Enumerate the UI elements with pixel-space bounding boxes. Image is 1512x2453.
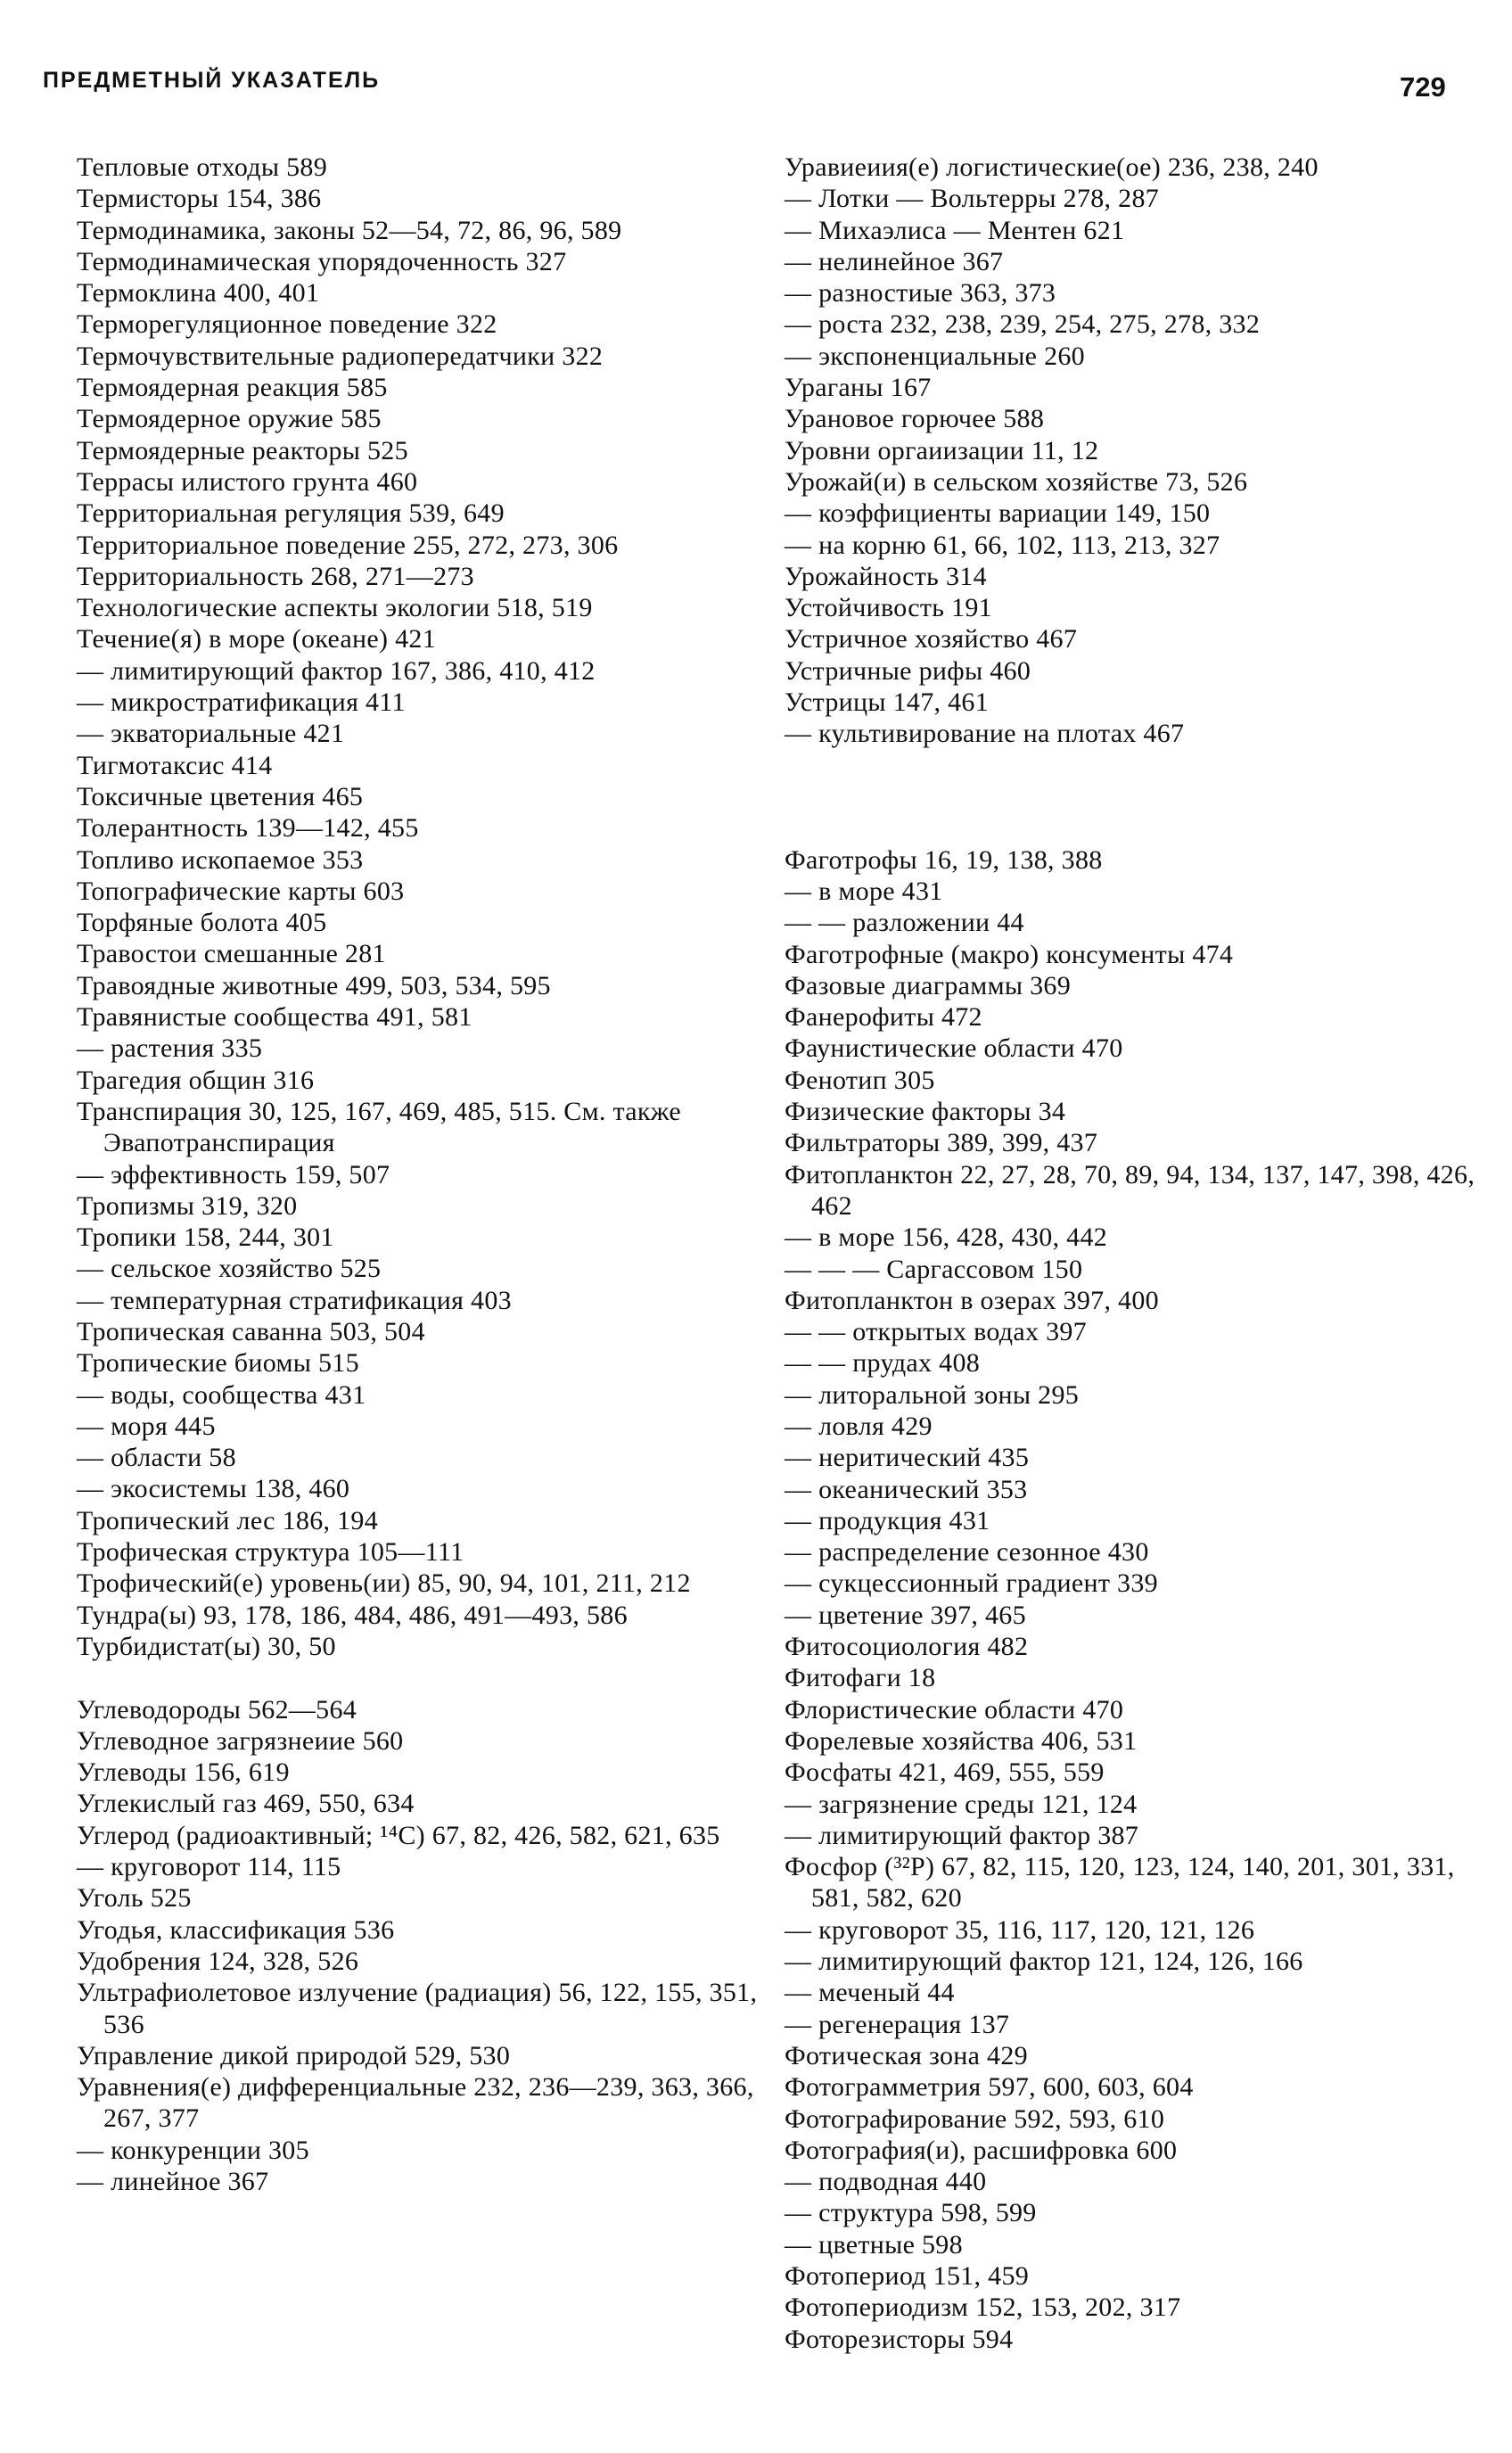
index-entry: Уравиеиия(е) логистические(ое) 236, 238, 240 [785, 152, 1319, 182]
index-entry: — сукцессионный градиент 339 [785, 1568, 1158, 1599]
index-entry: — — разложении 44 [785, 908, 1024, 938]
index-entry: — экосистемы 138, 460 [77, 1474, 350, 1504]
index-entry: Фитопланктон 22, 27, 28, 70, 89, 94, 134, 137, 147, 398, 426, 462 [785, 1159, 1475, 1221]
index-entry: — Лотки — Вольтерры 278, 287 [785, 184, 1160, 214]
index-entry: — продукция 431 [785, 1505, 990, 1535]
index-entry: Термодинамическая упорядоченность 327 [77, 246, 567, 276]
index-entry: — области 58 [77, 1443, 236, 1473]
index-entry: Фотическая зона 429 [785, 2040, 1028, 2070]
index-entry: — океанический 353 [785, 1474, 1028, 1504]
index-column-left [77, 152, 781, 2197]
index-entry: Турбидистат(ы) 30, 50 [77, 1631, 336, 1661]
index-entry: Фаготрофы 16, 19, 138, 388 [785, 844, 1103, 875]
index-entry: — коэффициенты вариации 149, 150 [785, 498, 1211, 529]
index-entry: Травянистые сообщества 491, 581 [77, 1002, 472, 1033]
index-entry: Толерантность 139—142, 455 [77, 813, 419, 844]
index-entry: Термоядерные реакторы 525 [77, 435, 408, 465]
index-entry: — нелинейное 367 [785, 246, 1004, 276]
index-entry: — температурная стратификация 403 [77, 1285, 512, 1315]
index-entry: — круговорот 114, 115 [77, 1852, 341, 1882]
index-entry: Фаунистические области 470 [785, 1033, 1123, 1064]
index-entry: — неритический 435 [785, 1443, 1030, 1473]
index-entry: Трофическая структура 105—111 [77, 1537, 464, 1568]
index-entry: Угодья, классификация 536 [77, 1914, 395, 1945]
index-entry: Фотография(и), расшифровка 600 [785, 2135, 1178, 2165]
index-entry: — распределение сезонное 430 [785, 1537, 1149, 1568]
index-entry: Токсичные цветения 465 [77, 781, 364, 811]
index-entry: — культивирование на плотах 467 [785, 719, 1185, 749]
index-entry: — экспоненциальные 260 [785, 341, 1085, 371]
index-entry: — конкуренции 305 [77, 2135, 309, 2165]
index-entry: Фотограмметрия 597, 600, 603, 604 [785, 2072, 1194, 2103]
index-entry: Тропические биомы 515 [77, 1348, 359, 1379]
index-entry: Трагедия общин 316 [77, 1065, 315, 1095]
index-entry: — — открытых водах 397 [785, 1317, 1087, 1347]
index-entry: — растения 335 [77, 1033, 263, 1064]
index-entry: Трофический(е) уровень(ии) 85, 90, 94, 101, 211, 212 [77, 1568, 691, 1599]
index-entry: — цветение 397, 465 [785, 1600, 1026, 1630]
index-entry: Террасы илистого грунта 460 [77, 466, 418, 497]
index-entry: Фильтраторы 389, 399, 437 [785, 1128, 1098, 1158]
index-entry: — на корню 61, 66, 102, 113, 213, 327 [785, 530, 1220, 560]
index-entry: — структура 598, 599 [785, 2198, 1037, 2228]
index-entry: Термоклина 400, 401 [77, 278, 320, 309]
index-entry: Тигмотаксис 414 [77, 750, 273, 780]
index-entry: Тропическая саванна 503, 504 [77, 1316, 425, 1346]
index-entry: — экваториальные 421 [77, 719, 345, 749]
index-entry: Устричное хозяйство 467 [785, 624, 1078, 654]
index-entry: Ультрафиолетовое излучение (радиация) 56, 122, 155, 351, 536 [77, 1978, 758, 2039]
index-entry: — круговорот 35, 116, 117, 120, 121, 126 [785, 1914, 1255, 1945]
index-entry: Фотографирование 592, 593, 610 [785, 2103, 1165, 2134]
index-column-right [785, 152, 1489, 2355]
index-entry: Углеводороды 562—564 [77, 1694, 357, 1725]
index-entry: — в море 156, 428, 430, 442 [785, 1222, 1108, 1253]
index-entry: — сельское хозяйство 525 [77, 1254, 382, 1284]
index-entry: Тепловые отходы 589 [77, 152, 327, 182]
index-entry: — — — Саргассовом 150 [785, 1254, 1083, 1284]
index-entry: — лимитирующий фактор 167, 386, 410, 412 [77, 655, 596, 686]
index-entry: Топографические карты 603 [77, 876, 405, 906]
index-entry: Фазовые диаграммы 369 [785, 970, 1072, 1000]
index-entry: Фотопериодизм 152, 153, 202, 317 [785, 2292, 1181, 2323]
index-entry: Фосфаты 421, 469, 555, 559 [785, 1757, 1105, 1788]
index-entry: Тропики 158, 244, 301 [77, 1222, 334, 1253]
index-entry: Фенотип 305 [785, 1065, 935, 1095]
index-entry: Устойчивость 191 [785, 593, 992, 623]
index-entry: Углеводы 156, 619 [77, 1757, 290, 1788]
index-entry: Травостои смешанные 281 [77, 939, 386, 969]
index-entry: Территориальное поведение 255, 272, 273, 306 [77, 530, 619, 560]
page-number: 729 [1400, 71, 1446, 103]
index-entry: Торфяные болота 405 [77, 908, 327, 938]
index-entry: Территориальность 268, 271—273 [77, 561, 474, 591]
index-entry: — роста 232, 238, 239, 254, 275, 278, 332 [785, 309, 1261, 340]
section-gap [77, 1662, 781, 1693]
index-entry: Тропизмы 319, 320 [77, 1190, 298, 1221]
index-entry: Углерод (радиоактивный; ¹⁴C) 67, 82, 426, 582, 621, 635 [77, 1820, 720, 1850]
index-entry: Транспирация 30, 125, 167, 469, 485, 515. См. также Эвапотранспирация [77, 1096, 682, 1158]
index-entry: Фитофаги 18 [785, 1663, 936, 1693]
index-entry: — цветные 598 [785, 2229, 963, 2260]
index-entry: — воды, сообщества 431 [77, 1379, 366, 1410]
index-entry: Территориальная регуляция 539, 649 [77, 498, 505, 529]
index-entry: — в море 431 [785, 876, 943, 906]
index-entry: Течение(я) в море (океане) 421 [77, 624, 436, 654]
index-entry: Урановое горючее 588 [785, 404, 1045, 434]
index-entry: — линейное 367 [77, 2167, 269, 2196]
index-entry: Уровни оргаиизации 11, 12 [785, 435, 1099, 465]
index-entry: — лимитирующий фактор 387 [785, 1820, 1139, 1850]
index-entry: Термочувствительные радиопередатчики 322 [77, 341, 604, 371]
index-entry: Устричные рифы 460 [785, 655, 1031, 686]
index-entry: Флористические области 470 [785, 1694, 1124, 1725]
section-gap [785, 750, 1489, 844]
index-entry: Урожай(и) в сельском хозяйстве 73, 526 [785, 466, 1248, 497]
index-entry: Топливо ископаемое 353 [77, 844, 364, 875]
index-entry: Фаготрофные (макро) консументы 474 [785, 939, 1234, 969]
index-entry: — литоральной зоны 295 [785, 1379, 1080, 1410]
index-entry: — лимитирующий фактор 121, 124, 126, 166 [785, 1947, 1303, 1977]
index-entry: — — прудах 408 [785, 1348, 981, 1379]
index-entry: Термодинамика, законы 52—54, 72, 86, 96, 589 [77, 215, 622, 245]
index-entry: Уголь 525 [77, 1883, 192, 1914]
index-entry: Углекислый газ 469, 550, 634 [77, 1789, 415, 1819]
index-entry: Уравнения(е) дифференциальные 232, 236—239, 363, 366, 267, 377 [77, 2072, 754, 2134]
index-entry: Тропический лес 186, 194 [77, 1505, 378, 1535]
index-entry: — микростратификация 411 [77, 687, 406, 718]
index-entry: Углеводное загрязнеиие 560 [77, 1725, 404, 1756]
index-entry: — подводная 440 [785, 2167, 987, 2197]
index-entry: — ловля 429 [785, 1411, 933, 1441]
index-entry: Термоядерная реакция 585 [77, 373, 388, 403]
index-entry: Термисторы 154, 386 [77, 184, 322, 214]
index-entry: Урожайность 314 [785, 561, 987, 591]
index-entry: — Михаэлиса — Ментен 621 [785, 215, 1125, 245]
index-entry: Физические факторы 34 [785, 1097, 1066, 1127]
index-entry: Фотопериод 151, 459 [785, 2261, 1030, 2291]
index-entry: Фосфор (³²P) 67, 82, 115, 120, 123, 124, 140, 201, 301, 331, 581, 582, 620 [785, 1852, 1455, 1914]
index-entry: Фитосоциология 482 [785, 1632, 1029, 1662]
index-entry: Фанерофиты 472 [785, 1002, 982, 1033]
index-entry: Терморегуляционное поведение 322 [77, 309, 497, 340]
index-entry: — эффективность 159, 507 [77, 1159, 390, 1189]
index-entry: — регенерация 137 [785, 2009, 1010, 2039]
index-entry: — загрязнение среды 121, 124 [785, 1789, 1138, 1819]
index-entry: Травоядные животные 499, 503, 534, 595 [77, 970, 551, 1000]
index-entry: — меченый 44 [785, 1978, 955, 2008]
running-header-title: ПРЕДМЕТНЫЙ УКАЗАТЕЛЬ [43, 68, 381, 93]
index-entry: Ураганы 167 [785, 373, 932, 403]
index-entry: Термоядерное оружие 585 [77, 404, 382, 434]
index-entry: Управление дикой природой 529, 530 [77, 2040, 511, 2070]
index-entry: — разностиые 363, 373 [785, 278, 1056, 309]
index-entry: Фитопланктон в озерах 397, 400 [785, 1285, 1159, 1315]
index-entry: Технологические аспекты экологии 518, 519 [77, 593, 593, 623]
index-entry: Удобрения 124, 328, 526 [77, 1946, 359, 1976]
index-entry: Тундра(ы) 93, 178, 186, 484, 486, 491—493, 586 [77, 1600, 628, 1630]
index-entry: Фоторезисторы 594 [785, 2324, 1014, 2354]
index-entry: — моря 445 [77, 1411, 216, 1441]
index-entry: Форелевые хозяйства 406, 531 [785, 1725, 1138, 1756]
index-entry: Устрицы 147, 461 [785, 687, 989, 718]
